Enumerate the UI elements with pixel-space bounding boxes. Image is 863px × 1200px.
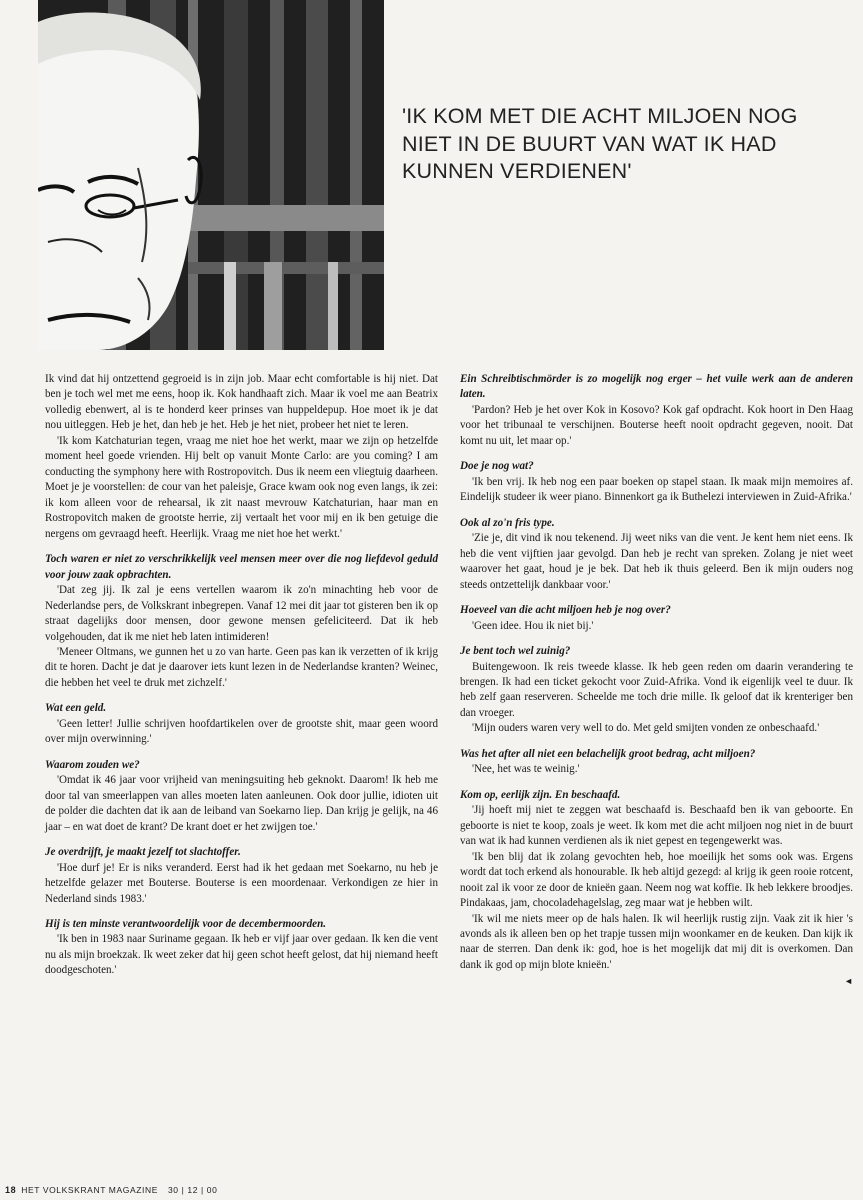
article-paragraph: 'Meneer Oltmans, we gunnen het u zo van harte. Geen pas kan ik verzetten of ik krijg dit te horen. Dacht je dat je daarover iets kunt lezen in de Nederlandse kranten? Weinec, die hebben het veel te druk met zichzelf.'	[45, 645, 438, 689]
interview-question: Hoeveel van die acht miljoen heb je nog over?	[460, 604, 671, 617]
interview-question: Wat een geld.	[45, 702, 107, 715]
interview-question: Waarom zouden we?	[45, 758, 140, 771]
interview-question: Doe je nog wat?	[460, 460, 534, 473]
article-paragraph: 'Ik ben in 1983 naar Suriname gegaan. Ik heb er vijf jaar over gedaan. Ik ken die vent nu als mijn broekzak. Ik weet zeker dat hij geen schot heeft gelost, dat hij niemand heeft doodgeschoten.'	[45, 933, 438, 977]
interview-question: Je bent toch wel zuinig?	[460, 645, 571, 658]
article-paragraph: 'Hoe durf je! Er is niks veranderd. Eerst had ik het gedaan met Soekarno, nu heb je hetzelfde gelazer met Bouterse. Bouterse is een moordenaar. Verkondigen ze hier in Nederland sinds 1983.'	[45, 861, 438, 905]
page-number: 18	[5, 1185, 17, 1195]
interview-question: Je overdrijft, je maakt jezelf tot slachtoffer.	[45, 846, 241, 859]
magazine-name: HET VOLKSKRANT MAGAZINE	[21, 1185, 158, 1195]
portrait-illustration	[38, 0, 384, 350]
article-paragraph: 'Ik ben blij dat ik zolang gevochten heb, hoe moeilijk het soms ook was. Ergens wordt dat toch erkend als honourable. Ik heb altijd gezegd: al krijg ik geen rooie rotcent, nooit zal ik voor ze door de knieën gaan. Neem nog wat koffie. Ik heb lekkere broodjes. Pindakaas, jam, chocoladehagelslag, zeg maar wat je hebben wilt.	[460, 850, 853, 910]
article-paragraph: 'Geen letter! Jullie schrijven hoofdartikelen over de grootste shit, maar geen woord over mijn overwinning.'	[45, 717, 438, 746]
interview-question: Kom op, eerlijk zijn. En beschaafd.	[460, 788, 621, 801]
article-paragraph: 'Nee, het was te weinig.'	[472, 763, 580, 776]
article-paragraph: 'Dat zeg jij. Ik zal je eens vertellen waarom ik zo'n minachting heb voor de Nederlandse pers, de Volkskrant inbegrepen. Vanaf 12 mei dit jaar tot gisteren ben ik op straat dagelijks door mensen, door gewone mensen gefeliciteerd. Dat ik heb volgehouden, dat ik me niet heb laten intimideren!	[45, 584, 438, 643]
portrait-illustration-graphic	[38, 0, 384, 350]
article-paragraph: 'Ik ben vrij. Ik heb nog een paar boeken op stapel staan. Ik maak mijn memoires af. Eindelijk studeer ik weer piano. Binnenkort ga ik Buthelezi interviewen in Zuid-Afrika.'	[460, 475, 853, 504]
article-paragraph: 'Omdat ik 46 jaar voor vrijheid van meningsuiting heb geknokt. Daarom! Ik heb me door tal van smeerlappen van alles moeten laten aanleunen. Ook door jullie, idioten uit de polder die dachten dat ik aan de leiband van Soekarno liep. Dan krijg je gelijk, na 46 jaar – en wat doet de krant? De krant doet er het zwijgen toe.'	[45, 774, 438, 833]
article-paragraph: Buitengewoon. Ik reis tweede klasse. Ik heb geen reden om daarin verandering te brengen. Ik had een ticket gekocht voor Zuid-Afrika. Vond ik eigenlijk veel te duur. Ik heb zelf gaan reserveren. Scheelde me toch drie mille. Ik geloof dat ik krenteriger ben dan vroeger.	[460, 660, 853, 719]
issue-date: 30 | 12 | 00	[167, 1185, 218, 1195]
interview-question: Ook al zo'n fris type.	[460, 516, 555, 529]
article-paragraph: 'Pardon? Heb je het over Kok in Kosovo? Kok gaf opdracht. Kok hoort in Den Haag voor het tribunaal te verschijnen. Bouterse heeft nooit opdracht gegeven, nooit. Dat komt nu uit, let maar op.'	[460, 403, 853, 447]
article-column-left	[45, 372, 438, 979]
article-paragraph: Ik vind dat hij ontzettend gegroeid is in zijn job. Maar echt comfortable is hij niet. Dat ben je toch wel met me eens, hoop ik. Kok handhaaft zich. Maar ik voel me aan Beatrix volledig ebenwert, al is te honderd keer prinses van huppeldepup. Hoe moet ik je dat nou uitleggen. Heb je het, dan heb je het. Heb je het niet, probeer het niet te leren.	[45, 373, 438, 432]
article-paragraph: 'Jij hoeft mij niet te zeggen wat beschaafd is. Beschaafd ben ik van geboorte. En geboorte is niet te koop, zoals je weet. Ik kom met die acht miljoen nog niet in de buurt van wat ik had kunnen verdienen als ik niet gepest en tegengewerkt was.	[460, 804, 853, 848]
article-paragraph: 'Geen idee. Hou ik niet bij.'	[472, 619, 594, 632]
article-paragraph: 'Ik wil me niets meer op de hals halen. Ik wil heerlijk rustig zijn. Vaak zit ik hier 's avonds als ik alleen ben op het trapje tussen mijn woonkamer en de keuken. Dan kijk ik naar de sterren. Dan denk ik: god, hoe is het mogelijk dat mij dit is overkomen. Dan dank ik god op mijn blote knieën.'	[460, 912, 853, 971]
article-paragraph: 'Ik kom Katchaturian tegen, vraag me niet hoe het werkt, maar we zijn op hetzelfde moment heel goede vrienden. Hij belt op vanuit Monte Carlo: are you coming? I am conducting the symphony here with Rostropovitch. Dus ik neem een vliegtuig daarheen. Moet je je voorstellen: de cour van het paleisje, Grace kwam ook nog even langs, ik zei: ik kom alleen voor de rehearsal, ik zit naast mevrouw Katchaturian, haar man en Rostropovitch maken de grootste herrie, zij vertaalt het voor mij en ik ben getuige die nergens om gevraagd heeft. Heerlijk. Vraag me niet hoe het werkt.'	[45, 434, 438, 540]
article-paragraph: 'Zie je, dit vind ik nou tekenend. Jij weet niks van die vent. Je kent hem niet eens. Ik heb die vent vijftien jaar gevolgd. Dan heb je recht van spreken. Zolang je niet weet waarover het gaat, houd je je bek. Dat heb ik thuis geleerd. Ben ik mijn ouders nog steeds ontzettelijk dankbaar voor.'	[460, 532, 853, 591]
interview-question: Was het after all niet een belachelijk groot bedrag, acht miljoen?	[460, 747, 756, 760]
interview-question: Ein Schreibtischmörder is zo mogelijk nog erger – het vuile werk aan de anderen laten.	[460, 373, 853, 401]
article-column-right	[460, 372, 853, 988]
page-footer	[5, 1185, 217, 1195]
interview-question: Toch waren er niet zo verschrikkelijk veel mensen meer over die nog liefdevol geduld voor jouw zaak opbrachten.	[45, 553, 438, 581]
end-of-article-icon: ◄	[844, 976, 853, 987]
article-paragraph: 'Mijn ouders waren very well to do. Met geld smijten vonden ze onbeschaafd.'	[472, 722, 820, 735]
interview-question: Hij is ten minste verantwoordelijk voor de decembermoorden.	[45, 918, 327, 930]
pull-quote: 'IK KOM MET DIE ACHT MILJOEN NOG NIET IN DE BUURT VAN WAT IK HAD KUNNEN VERDIENEN'	[402, 104, 798, 184]
